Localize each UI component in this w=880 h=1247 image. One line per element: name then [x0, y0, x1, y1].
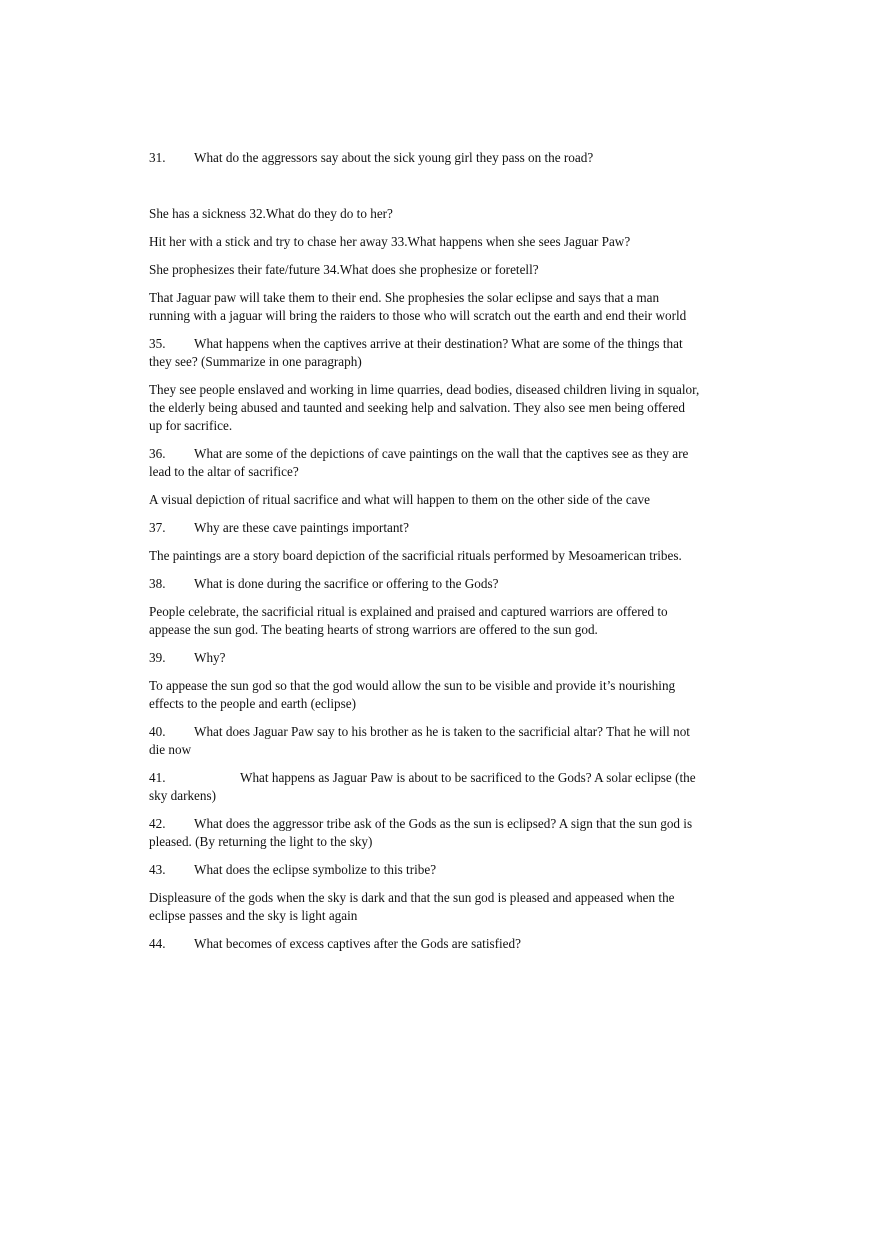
text-line: [149, 307, 729, 325]
question-item: [149, 861, 729, 879]
line-text: sky darkens): [149, 788, 217, 803]
line-text: What does Jaguar Paw say to his brother as he is taken to the sacrificial altar? That he will not: [194, 724, 690, 739]
answer-paragraph: [149, 677, 729, 713]
answer-paragraph: [149, 205, 729, 223]
question-item: [149, 649, 729, 667]
line-text: The paintings are a story board depiction of the sacrificial rituals performed by Mesoamerican tribes.: [149, 548, 682, 563]
text-line: [149, 889, 729, 907]
line-text: A visual depiction of ritual sacrifice and what will happen to them on the other side of the cave: [149, 492, 650, 507]
answer-paragraph: [149, 381, 729, 435]
question-item: [149, 815, 729, 851]
text-line: [149, 381, 729, 399]
line-text: running with a jaguar will bring the raiders to those who will scratch out the earth and end their world: [149, 308, 687, 323]
question-item: [149, 519, 729, 537]
answer-paragraph: [149, 889, 729, 925]
text-line: [149, 723, 729, 741]
text-line: [149, 463, 729, 481]
line-text: eclipse passes and the sky is light again: [149, 908, 358, 923]
question-number: 41.: [149, 770, 166, 785]
line-text: the elderly being abused and taunted and seeking help and salvation. They also see men being offered: [149, 400, 685, 415]
text-line: [149, 233, 729, 251]
line-text: That Jaguar paw will take them to their end. She prophesies the solar eclipse and says that a man: [149, 290, 660, 305]
text-line: [149, 205, 729, 223]
line-text: effects to the people and earth (eclipse): [149, 696, 356, 711]
line-text: pleased. (By returning the light to the sky): [149, 834, 373, 849]
line-text: What happens as Jaguar Paw is about to be sacrificed to the Gods? A solar eclipse (the: [240, 770, 696, 785]
question-number: 43.: [149, 862, 166, 877]
line-text: Why?: [194, 650, 226, 665]
answer-paragraph: [149, 289, 729, 325]
text-line: [149, 575, 729, 593]
line-text: To appease the sun god so that the god would allow the sun to be visible and provide it’s nourishing: [149, 678, 676, 693]
line-text: People celebrate, the sacrificial ritual is explained and praised and captured warriors are offered to: [149, 604, 668, 619]
line-text: up for sacrifice.: [149, 418, 233, 433]
question-number: 37.: [149, 520, 166, 535]
question-number: 35.: [149, 336, 166, 351]
line-text: What does the aggressor tribe ask of the Gods as the sun is eclipsed? A sign that the sun god is: [194, 816, 693, 831]
line-text: She has a sickness 32.What do they do to her?: [149, 206, 393, 221]
answer-paragraph: [149, 491, 729, 509]
question-item: [149, 445, 729, 481]
question-number: 40.: [149, 724, 166, 739]
question-item: [149, 575, 729, 593]
question-number: 31.: [149, 150, 166, 165]
text-line: [149, 677, 729, 695]
text-line: [149, 833, 729, 851]
question-item: [149, 149, 729, 167]
answer-paragraph: [149, 547, 729, 565]
text-line: [149, 149, 729, 167]
answer-paragraph: [149, 603, 729, 639]
line-text: What happens when the captives arrive at their destination? What are some of the things that: [194, 336, 683, 351]
line-text: Why are these cave paintings important?: [194, 520, 409, 535]
line-text: What becomes of excess captives after the Gods are satisfied?: [194, 936, 521, 951]
text-line: [149, 335, 729, 353]
line-text: they see? (Summarize in one paragraph): [149, 354, 362, 369]
line-text: What does the eclipse symbolize to this tribe?: [194, 862, 437, 877]
line-text: Hit her with a stick and try to chase her away 33.What happens when she sees Jaguar Paw?: [149, 234, 631, 249]
question-item: [149, 723, 729, 759]
text-line: [149, 769, 729, 787]
text-line: [149, 399, 729, 417]
question-number: 36.: [149, 446, 166, 461]
line-text: She prophesizes their fate/future 34.What does she prophesize or foretell?: [149, 262, 539, 277]
line-text: They see people enslaved and working in lime quarries, dead bodies, diseased children living in squalor,: [149, 382, 700, 397]
line-text: What do the aggressors say about the sick young girl they pass on the road?: [194, 150, 594, 165]
text-line: [149, 741, 729, 759]
line-text: lead to the altar of sacrifice?: [149, 464, 299, 479]
question-item: [149, 335, 729, 371]
text-line: [149, 907, 729, 925]
text-line: [149, 935, 729, 953]
question-number: 42.: [149, 816, 166, 831]
text-line: [149, 621, 729, 639]
line-text: What are some of the depictions of cave paintings on the wall that the captives see as they are: [194, 446, 689, 461]
line-text: What is done during the sacrifice or offering to the Gods?: [194, 576, 499, 591]
text-line: [149, 353, 729, 371]
text-line: [149, 417, 729, 435]
text-line: [149, 445, 729, 463]
answer-paragraph: [149, 261, 729, 279]
text-line: [149, 603, 729, 621]
line-text: appease the sun god. The beating hearts of strong warriors are offered to the sun god.: [149, 622, 598, 637]
text-line: [149, 649, 729, 667]
question-number: 38.: [149, 576, 166, 591]
document-page: [149, 149, 729, 963]
text-line: [149, 491, 729, 509]
question-item: [149, 935, 729, 953]
text-line: [149, 861, 729, 879]
question-number: 39.: [149, 650, 166, 665]
text-line: [149, 261, 729, 279]
line-text: Displeasure of the gods when the sky is dark and that the sun god is pleased and appeased when the: [149, 890, 675, 905]
answer-paragraph: [149, 233, 729, 251]
text-line: [149, 815, 729, 833]
text-line: [149, 519, 729, 537]
text-line: [149, 787, 729, 805]
text-line: [149, 547, 729, 565]
question-item: [149, 769, 729, 805]
text-line: [149, 695, 729, 713]
text-line: [149, 289, 729, 307]
question-number: 44.: [149, 936, 166, 951]
line-text: die now: [149, 742, 192, 757]
